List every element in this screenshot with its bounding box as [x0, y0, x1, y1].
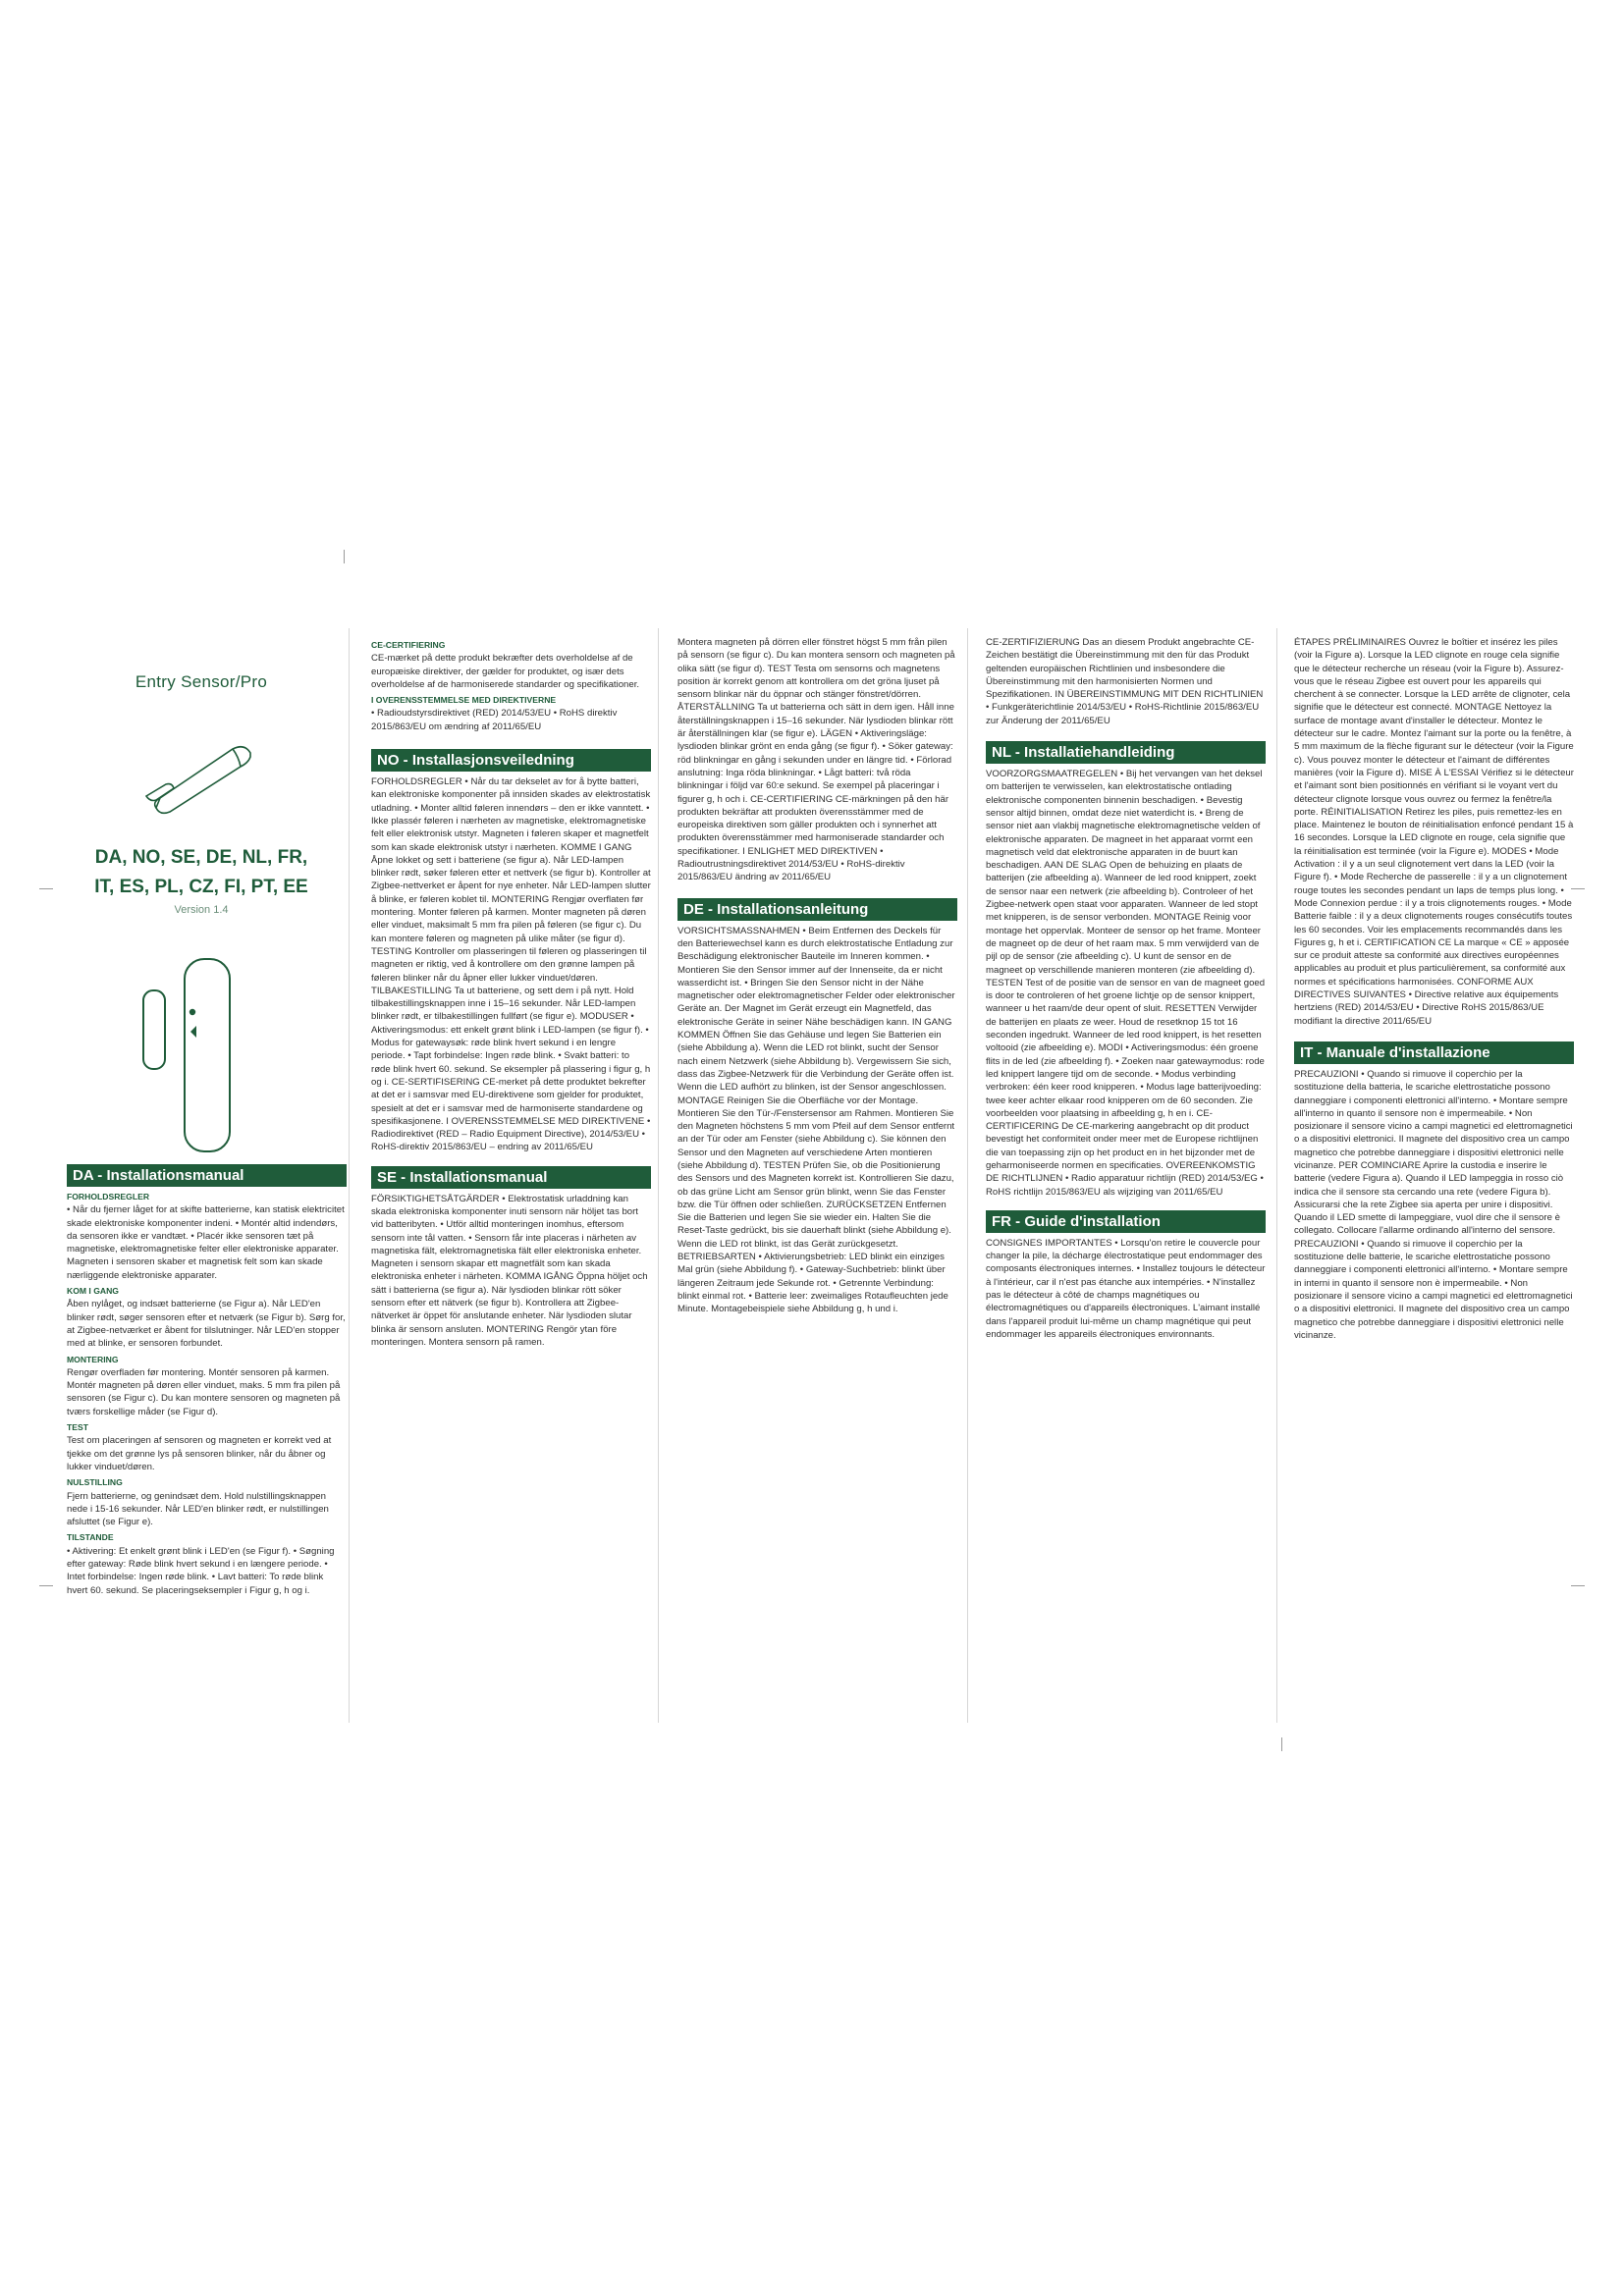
da-body: Åben nylåget, og indsæt batterierne (se Figur a). Når LED'en blinker rødt, søger sensoren efter et netværk (se Figur b). Sørg for, at Zigbee-netværket er åbent for tilslutninger. Når LED'en stopper med at blinke, er sensoren forbundet.	[67, 1299, 346, 1350]
fold-line	[967, 628, 968, 1723]
de-continued-body: CE-ZERTIFIZIERUNG Das an diesem Produkt angebrachte CE-Zeichen bestätigt die Übereinstimmung mit den für das Produkt geltenden europäischen Richtlinien und insbesondere die Übereinstimmung mit den harmonisierten Normen und Spezifikationen. IN ÜBEREINSTIMMUNG MIT DEN RICHTLINIEN • Funkgeräterichtlinie 2014/53/EU • RoHS-Richtlinie 2015/863/EU zur Änderung der 2011/65/EU	[986, 637, 1264, 726]
da-subheading: NULSTILLING	[67, 1477, 123, 1488]
section-title-da: DA - Installationsmanual	[67, 1164, 347, 1187]
section-title-se: SE - Installationsmanual	[371, 1166, 651, 1189]
product-title: Entry Sensor/Pro	[135, 672, 268, 691]
column-5	[1294, 636, 1574, 1342]
section-title-nl: NL - Installatiehandleiding	[986, 741, 1266, 764]
fold-line	[349, 628, 350, 1723]
section-title-fr: FR - Guide d'installation	[986, 1210, 1266, 1233]
fr-body: CONSIGNES IMPORTANTES • Lorsqu'on retire le couvercle pour changer la pile, la décharge électrostatique peut endommager des composants électroniques internes. • Installez toujours le détecteur à l'intérieur, car il n'est pas étanche aux intempéries. • N'installez pas le détecteur à côté de champs magnétiques ou électromagnétiques ou d'appareils électroniques. L'aimant installé dans l'appareil produit lui-même un champ magnétique qui peut endommager les appareils électroniques environnants.	[986, 1237, 1266, 1340]
sensor-front-view-icon	[137, 957, 255, 1153]
da-subheading: TILSTANDE	[67, 1532, 114, 1543]
crop-mark	[1571, 1585, 1585, 1586]
ce-body: CE-mærket på dette produkt bekræfter dets overholdelse af de europæiske direktiver, der gælder for produktet, og især dets overholdelse af de harmoniserede standarder og specifikationer.	[371, 653, 640, 690]
crop-mark	[39, 888, 53, 889]
section-da	[67, 1164, 347, 1597]
conformity-heading: I OVERENSSTEMMELSE MED DIREKTIVERNE	[371, 695, 557, 706]
section-title-it: IT - Manuale d'installazione	[1294, 1041, 1574, 1064]
fold-line	[658, 628, 659, 1723]
se-continued-body: Montera magneten på dörren eller fönstret högst 5 mm från pilen på sensorn (se figur c). Du kan montera sensorn och magneten på olika sätt (se figur d). TEST Testa om sensorns och magnetens position är korrekt genom att kontrollera om det gröna ljuset på sensorn blinkar när du öppnar och stänger fönstret/dörren. ÅTERSTÄLLNING Ta ut batterierna och sätt in dem igen. Håll inne återställningsknappen i 15–16 sekunder. När lysdioden blinkar rött är återställningen klar (se figur e). LÄGEN • Aktiveringsläge: lysdioden blinkar grönt en enda gång (se figur f). • Söker gateway: röd blinkningar en gång i sekunden under en längre tid. • Förlorad anslutning: Inga röda blinkningar. • Lågt batteri: två röda blinkningar i följd var 60:e sekund. Se exempel på placeringar i figurer g, h och i. CE-CERTIFIERING CE-märkningen på den här produkten bekräftar att produkten överensstämmer med de europeiska direktiven som gäller produkten och i synnerhet att produkten överensstämmer med harmoniserade standarder och specifikationer. I ENLIGHET MED DIREKTIVEN • Radioutrustningsdirektivet 2014/53/EU • RoHS-direktiv 2015/863/EU ändring av 2011/65/EU	[677, 637, 955, 883]
crop-mark	[1281, 1737, 1282, 1751]
languages-line-2: IT, ES, PL, CZ, FI, PT, EE	[94, 877, 308, 897]
conformity-body: • Radioudstyrsdirektivet (RED) 2014/53/EU • RoHS direktiv 2015/863/EU om ændring af 2011/65/EU	[371, 708, 618, 732]
crop-mark	[344, 550, 345, 563]
column-2	[371, 636, 651, 1349]
da-body: • Når du fjerner låget for at skifte batterierne, kan statisk elektricitet skade elektroniske komponenter indeni. • Montér altid indendørs, da sensoren ikke er vandtæt. • Placér ikke sensoren tæt på magnetiske, elektromagnetiske felter eller elektroniske apparater. Magneten i sensoren skaber et magnetisk felt som kan skade nærliggende elektroniske apparater.	[67, 1204, 345, 1281]
da-body: • Aktivering: Et enkelt grønt blink i LED'en (se Figur f). • Søgning efter gateway: Røde blink hvert sekund i en længere periode. • Intet forbindelse: Ingen røde blink. • Lavt batteri: To røde blink hvert 60. sekund. Se placeringseksempler i Figur g, h og i.	[67, 1545, 335, 1596]
column-3	[677, 636, 957, 1316]
fr-continued-body: ÉTAPES PRÉLIMINAIRES Ouvrez le boîtier et insérez les piles (voir la Figure a). Lorsque la LED clignote en rouge cela signifie que le détecteur recherche un réseau (voir la Figure b). Assurez-vous que le réseau Zigbee est ouvert pour les appareils qui cherchent à se connecter. Lorsque la LED arrête de clignoter, cela signifie que le détecteur est connecté. MONTAGE Nettoyez la surface de montage avant d'installer le détecteur. Montez le détecteur sur le cadre. Montez l'aimant sur la porte ou la fenêtre, à 5 mm maximum de la flèche figurant sur le détecteur (voir la Figure c). Vous pouvez monter le détecteur et l'aimant de différentes manières (voir la Figure d). MISE À L'ESSAI Vérifiez si le détecteur et l'aimant sont bien positionnés en vérifiant si le voyant vert du détecteur clignote lorsque vous ouvrez ou fermez la fenêtre/la porte. RÉINITIALISATION Retirez les piles, puis remettez-les en place. Maintenez le bouton de réinitialisation enfoncé pendant 15 à 16 secondes. Lorsque la LED clignote en rouge, cela signifie que la réinitialisation est terminée (voir la Figure e). MODES • Mode Activation : il y a un seul clignotement vert dans la LED (voir la Figure f). • Mode Recherche de passerelle : il y a un clignotement rouge toutes les secondes pendant un laps de temps plus long. • Mode Connexion perdue : il y a trois clignotements rouges. • Mode Batterie faible : il y a deux clignotements rouges consécutifs toutes les 60 secondes. Voir les emplacements recommandés dans les Figures g, h et i. CERTIFICATION CE La marque « CE » apposée sur ce produit atteste sa conformité aux directives européennes applicables au produit et plus particulièrement, sa conformité aux normes et spécifications harmonisées. CONFORME AUX DIRECTIVES SUIVANTES • Directive relative aux équipements hertziens (RED) 2014/53/EU • Directive RoHS 2015/863/UE modifiant la directive 2011/65/EU	[1294, 637, 1574, 1027]
version-label: Version 1.4	[174, 904, 229, 916]
crop-mark	[39, 1585, 53, 1586]
fold-line	[1276, 628, 1277, 1723]
da-body: Test om placeringen af sensoren og magneten er korrekt ved at tjekke om det grønne lys på sensoren blinker, når du åbner og lukker vinduet/døren.	[67, 1435, 332, 1472]
da-subheading: MONTERING	[67, 1354, 119, 1364]
da-body: Fjern batterierne, og genindsæt dem. Hold nulstillingsknappen nede i 15-16 sekunder. Når LED'en blinker rødt, er nulstillingen afsluttet (se Figur e).	[67, 1490, 329, 1528]
ce-heading: CE-CERTIFIERING	[371, 640, 446, 650]
section-title-no: NO - Installasjonsveiledning	[371, 749, 651, 772]
da-subheading: FORHOLDSREGLER	[67, 1192, 150, 1201]
sensor-illustration-icon	[142, 727, 260, 816]
da-subheading: TEST	[67, 1422, 88, 1433]
da-body: Rengør overfladen før montering. Montér sensoren på karmen. Montér magneten på døren eller vinduet, maks. 5 mm fra pilen på sensoren (se Figur c). Du kan montere sensoren og magneten på tværs forskellige måder (se Figur d).	[67, 1366, 341, 1417]
da-subheading: KOM I GANG	[67, 1286, 119, 1297]
se-body: FÖRSIKTIGHETSÅTGÄRDER • Elektrostatisk urladdning kan skada elektroniska komponenter inuti sensorn när höljet tas bort vid batteribyten. • Utför alltid monteringen inomhus, eftersom sensorn inte tål vatten. • Sensorn får inte placeras i närheten av magnetiska fält, elektromagnetiska fält eller elektroniska enheter. Magneten i sensorn skapar ett magnetfält som kan skada elektroniska enheter i närheten. KOMMA IGÅNG Öppna höljet och sätt i batterierna (se figur a). När lysdioden blinkar rött söker sensorn efter ett nätverk (se figur b). Kontrollera att Zigbee-nätverket är öppet för anslutande enheter. När lysdioden slutar blinka är sensorn ansluten. MONTERING Rengör ytan före monteringen. Montera sensorn på ramen.	[371, 1193, 648, 1348]
section-title-de: DE - Installationsanleitung	[677, 898, 957, 921]
no-body: FORHOLDSREGLER • Når du tar dekselet av for å bytte batteri, kan elektroniske komponenter på innsiden skades av elektrostatisk utladning. • Monter alltid føleren innendørs – den er ikke vanntett. • Ikke plassér føleren i nærheten av magnetiske, elektromagnetiske felt eller elektronisk utstyr. Magneten i føleren skaper et magnetfelt som kan skade elektronisk utstyr i nærheten. KOMME I GANG Åpne lokket og sett i batteriene (se figur a). Når LED-lampen blinker rødt, søker føleren etter et nettverk (se figur b). Kontroller at Zigbee-nettverket er åpent for nye enheter. Når LED-lampen slutter å blinke, er føleren koblet til. MONTERING Rengjør overflaten før montering. Monter føleren på karmen. Monter magneten på døren eller vinduet, maksimalt 5 mm fra pilen på føleren (se figur c). Du kan montere føleren og magneten på ulike måter (se figur d). TESTING Kontroller om plasseringen til føleren og plasseringen til magneten er riktig, ved å kontrollere om den grønne lampen på føleren blinker når du åpner eller lukker vinduet/døren. TILBAKESTILLING Ta ut batteriene, og sett dem i på nytt. Hold tilbakestillingsknappen inne i 15–16 sekunder. Når LED-lampen blinker rødt, er tilbakestillingen fullført (se figur e). MODUSER • Aktiveringsmodus: ett enkelt grønt blink i LED-lampen (se figur f). • Modus for gatewaysøk: røde blink hvert sekund i en lengre periode. • Tapt forbindelse: Ingen røde blink. • Svakt batteri: to røde blink hvert 60. sekund. Se eksempler på plassering i figur g, h og i. CE-SERTIFISERING CE-merket på dette produktet bekrefter at det er i samsvar med EU-direktivene som gjelder for produktet, spesielt at det er i samsvar med de harmoniserte standardene og spesifikasjonene. I OVERENSSTEMMELSE MED DIREKTIVENE • Radiodirektivet (RED – Radio Equipment Directive), 2014/53/EU • RoHS-direktiv 2015/863/EU – endring av 2011/65/EU	[371, 776, 651, 1153]
cover-panel	[93, 672, 309, 916]
it-body: PRECAUZIONI • Quando si rimuove il coperchio per la sostituzione della batteria, le scariche elettrostatiche possono danneggiare i componenti elettronici all'interno. • Montare sempre all'interno in quanto il sensore non è impermeabile. • Non posizionare il sensore vicino a campi magnetici ed elettromagnetici o a dispositivi elettronici. Il magnete del dispositivo crea un campo magnetico che potrebbe danneggiare i dispositivi elettronici nelle vicinanze. PER COMINCIARE Aprire la custodia e inserire le batterie (vedere Figura a). Quando il LED lampeggia in rosso ciò indica che il sensore sta cercando una rete (vedere Figura b). Assicurarsi che la rete Zigbee sia aperta per unire i dispositivi. Quando il LED smette di lampeggiare, vuol dire che il sensore è collegato. Collocare l'allarme ordinando all'interno del sensore. PRECAUZIONI • Quando si rimuove il coperchio per la sostituzione delle batterie, le scariche elettrostatiche possono danneggiare i componenti elettronici all'interno. • Montare sempre in interni in quanto il sensore non è impermeabile. • Non posizionare il sensore vicino a campi magnetici ed elettromagnetici o a dispositivi elettronici. Il magnete del dispositivo crea un campo magnetico che potrebbe danneggiare i dispositivi elettronici nelle vicinanze.	[1294, 1068, 1573, 1341]
de-body: VORSICHTSMASSNAHMEN • Beim Entfernen des Deckels für den Batteriewechsel kann es durch elektrostatische Entladung zur Beschädigung elektronischer Bauteile im Inneren kommen. • Montieren Sie den Sensor immer auf der Innenseite, da er nicht wasserdicht ist. • Bringen Sie den Sensor nicht in der Nähe magnetischer oder elektromagnetischer Felder oder elektronischer Geräte an. Der Magnet im Gerät erzeugt ein Magnetfeld, das elektronische Geräte in seiner Nähe beschädigen kann. IN GANG KOMMEN Öffnen Sie das Gehäuse und legen Sie Batterien ein (siehe Abbildung a). Wenn die LED rot blinkt, sucht der Sensor nach einem Netzwerk (siehe Abbildung b). Vergewissern Sie sich, dass das Zigbee-Netzwerk für die Verbindung der Geräte offen ist. Wenn die LED aufhört zu blinken, ist der Sensor angeschlossen. MONTAGE Reinigen Sie die Oberfläche vor der Montage. Montieren Sie den Tür-/Fenstersensor am Rahmen. Montieren Sie den Magneten höchstens 5 mm vom Pfeil auf dem Sensor entfernt an der Tür oder am Fenster (siehe Abbildung c). Sie können den Sensor und den Magneten auf verschiedene Arten montieren (siehe Abbildung d). TESTEN Prüfen Sie, ob die Positionierung des Sensors und des Magneten korrekt ist. Kontrollieren Sie dazu, ob das grüne Licht am Sensor grün blinkt, wenn Sie das Fenster bzw. die Tür öffnen oder schließen. ZURÜCKSETZEN Entfernen Sie die Batterien und legen Sie sie wieder ein. Halten Sie die Reset-Taste gedrückt, bis sie dauerhaft blinkt (siehe Abbildung e). Wenn die LED rot blinkt, ist das Gerät zurückgesetzt. BETRIEBSARTEN • Aktivierungsbetrieb: LED blinkt ein einziges Mal grün (siehe Abbildung f). • Gateway-Suchbetrieb: blinkt über längeren Zeitraum jede Sekunde rot. • Getrennte Verbindung: blinkt einmal rot. • Batterie leer: zweimaliges Rotaufleuchten jede Minute. Montagebeispiele siehe Abbildung g, h und i.	[677, 925, 955, 1315]
languages-line-1: DA, NO, SE, DE, NL, FR,	[94, 847, 308, 868]
nl-body: VOORZORGSMAATREGELEN • Bij het vervangen van het deksel om batterijen te verwisselen, kan elektrostatische ontlading elektronische componenten binnenin beschadigen. • Bevestig sensor altijd binnen, omdat deze niet waterdicht is. • Breng de sensor niet aan vlakbij magnetische elektromagnetische velden of elektronische apparaten. De magneet in het apparaat vormt een magnetisch veld dat elektronische apparaten in de buurt kan beschadigen. AAN DE SLAG Open de behuizing en plaats de batterijen (zie afbeelding a). Wanneer de led rood knippert, zoekt de sensor naar een netwerk (zie afbeelding b). Controleer of het Zigbee-netwerk open staat voor apparaten. Wanneer de led stopt met knipperen, is de sensor verbonden. MONTAGE Reinig voor montage het oppervlak. Monteer de sensor op het frame. Monteer de magneet op de deur of het raam max. 5 mm verwijderd van de pijl op de sensor (zie afbeelding c). U kunt de sensor en de magneet op verschillende manieren monteren (zie afbeelding d). TESTEN Test of de positie van de sensor en van de magneet goed is door te controleren of het groene lichtje op de sensor knippert, wanneer u het raam/de deur opent of sluit. RESETTEN Verwijder de batterijen en plaats ze weer. Houd de resetknop 15 tot 16 seconden ingedrukt. Wanneer de led rood knippert, is het resetten voltooid (zie afbeelding e). MODI • Activeringsmodus: één groene flits in de led (zie afbeelding f). • Zoeken naar gatewaymodus: rode led knippert langere tijd om de seconde. • Modus verbinding verbroken: één keer rood knipperen. • Modus lage batterijvoeding: twee keer achter elkaar rood knipperen om de 60 seconden. Zie voorbeelden voor plaatsing in afbeelding g, h en i. CE-CERTIFICERING De CE-markering aangebracht op dit product bevestigt het conformiteit onder meer met de Europese richtlijnen die van toepassing zijn op het product en in het bijzonder met de geharmoniseerde normen en specificaties. OVEREENKOMSTIG DE RICHTLIJNEN • Radio apparatuur richtlijn (RED) 2014/53/EG • RoHS richtlijn 2015/863/EU als wijziging van 2011/65/EU	[986, 769, 1266, 1198]
column-4	[986, 636, 1266, 1341]
